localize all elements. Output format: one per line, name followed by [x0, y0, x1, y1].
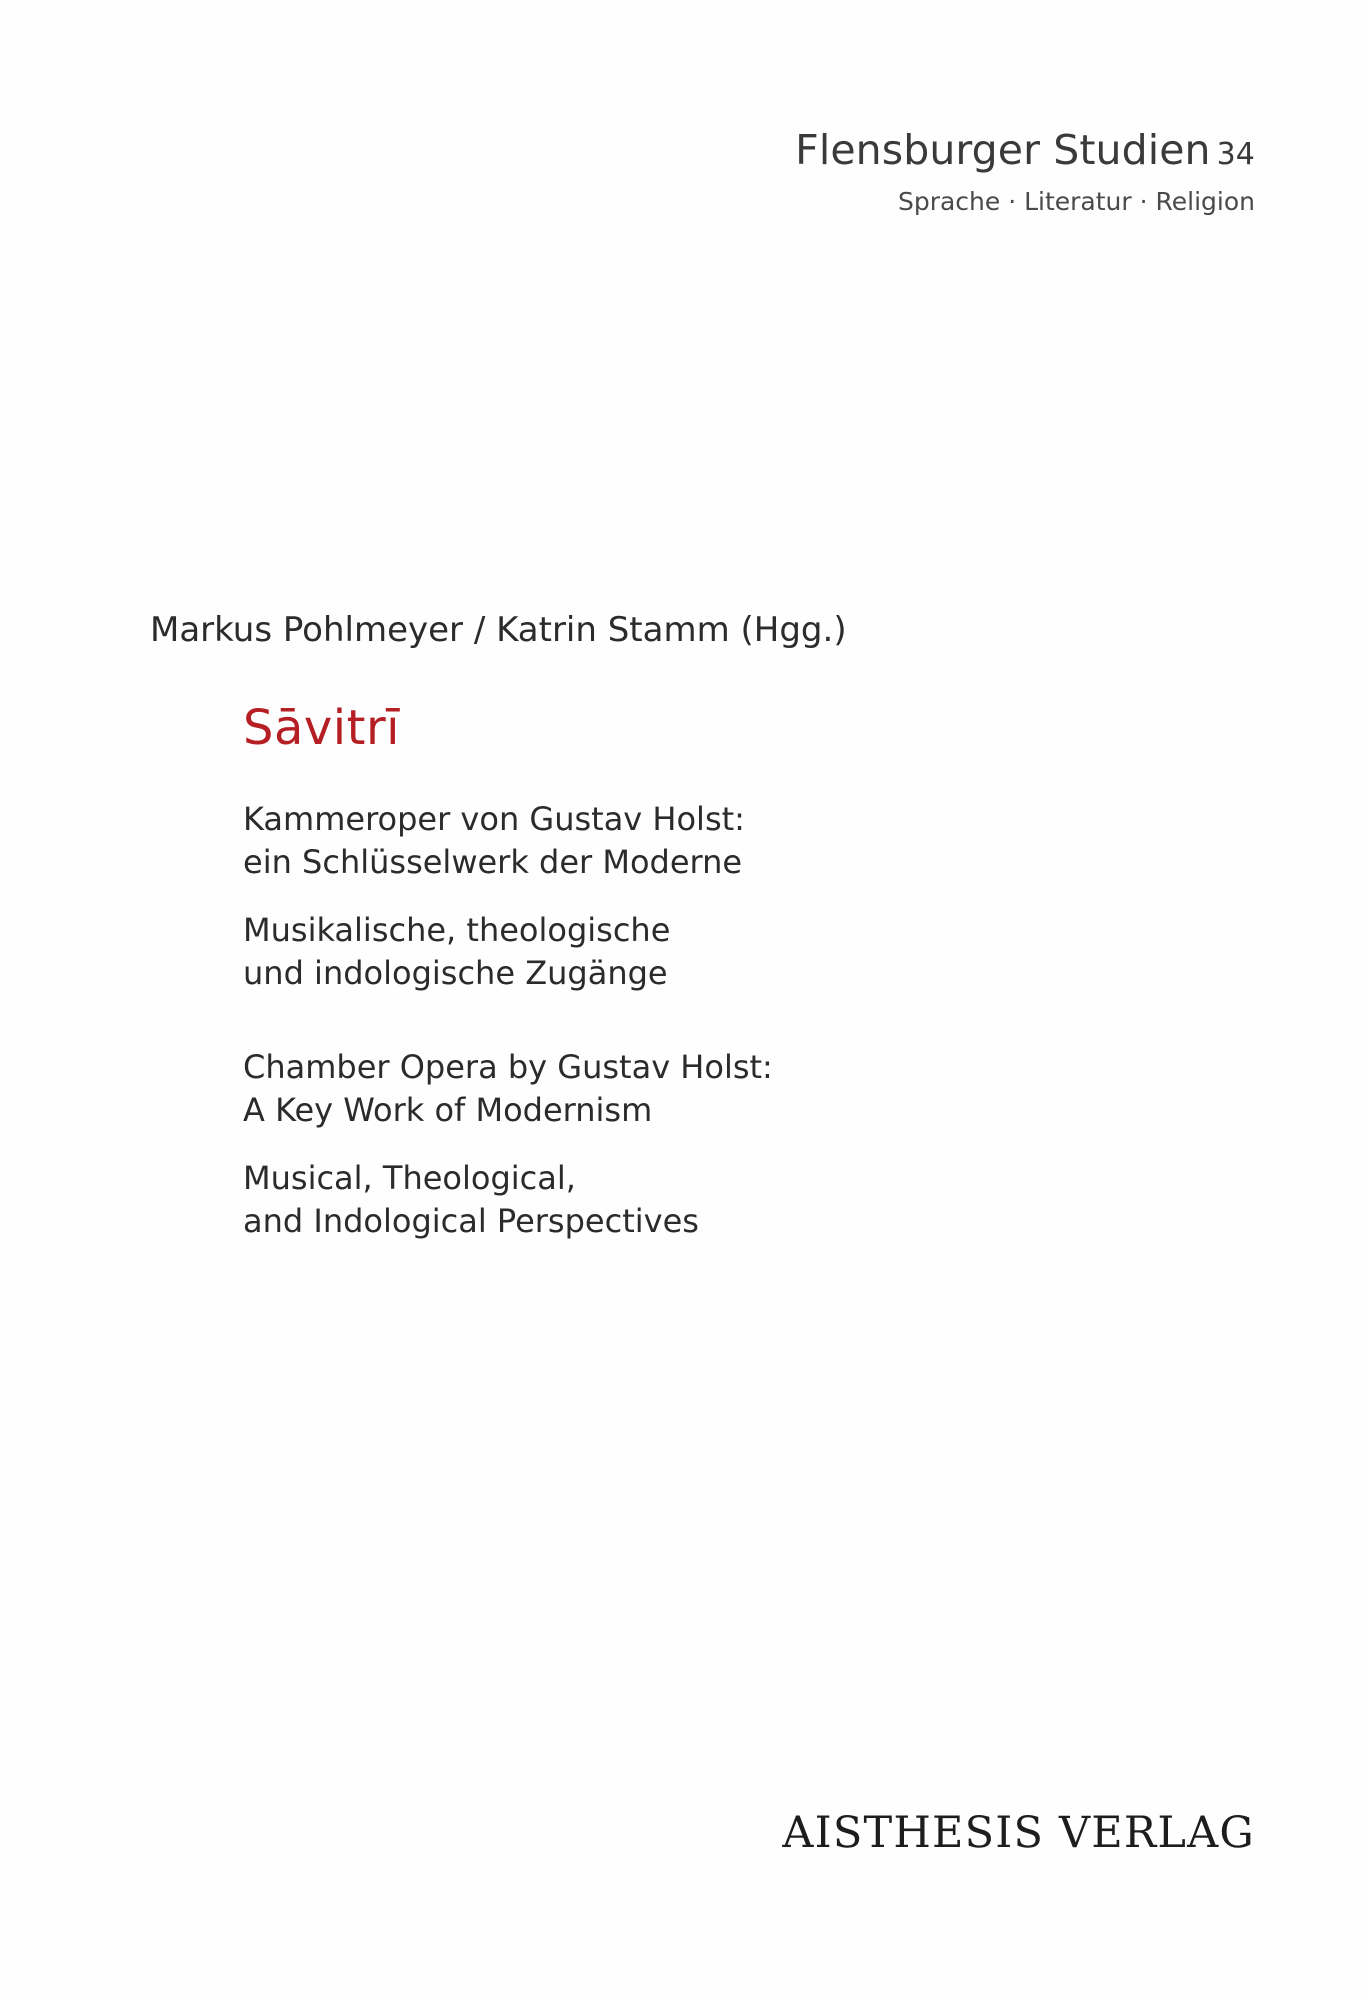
series-title: Flensburger Studien — [795, 126, 1211, 174]
subtitle-line: A Key Work of Modernism — [243, 1090, 653, 1129]
subtitle-line: Musikalische, theologische — [243, 911, 671, 950]
book-title: Sāvitrī — [243, 700, 401, 756]
subtitle-line: Kammeroper von Gustav Holst: — [243, 800, 745, 838]
subtitle-paragraph — [243, 1046, 1063, 1131]
subtitle-line: and Indological Perspectives — [243, 1201, 699, 1240]
subtitle-paragraph — [243, 798, 1063, 883]
series-header — [795, 128, 1255, 216]
subtitle-paragraph — [243, 1157, 1063, 1242]
subtitle-line: und indologische Zugänge — [243, 953, 668, 992]
subtitle-line: ein Schlüsselwerk der Moderne — [243, 842, 743, 881]
subtitle-line: Chamber Opera by Gustav Holst: — [243, 1048, 773, 1087]
editors-line: Markus Pohlmeyer / Katrin Stamm (Hgg.) — [150, 610, 847, 650]
subtitle-paragraph — [243, 909, 1063, 994]
series-subtitle: Sprache · Literatur · Religion — [897, 187, 1255, 217]
series-title-line — [795, 128, 1255, 173]
series-number: 34 — [1216, 137, 1255, 172]
subtitle-line: Musical, Theological, — [243, 1159, 576, 1198]
publisher-name: AISTHESIS VERLAG — [782, 1808, 1255, 1858]
subtitle-group — [243, 798, 1063, 1268]
